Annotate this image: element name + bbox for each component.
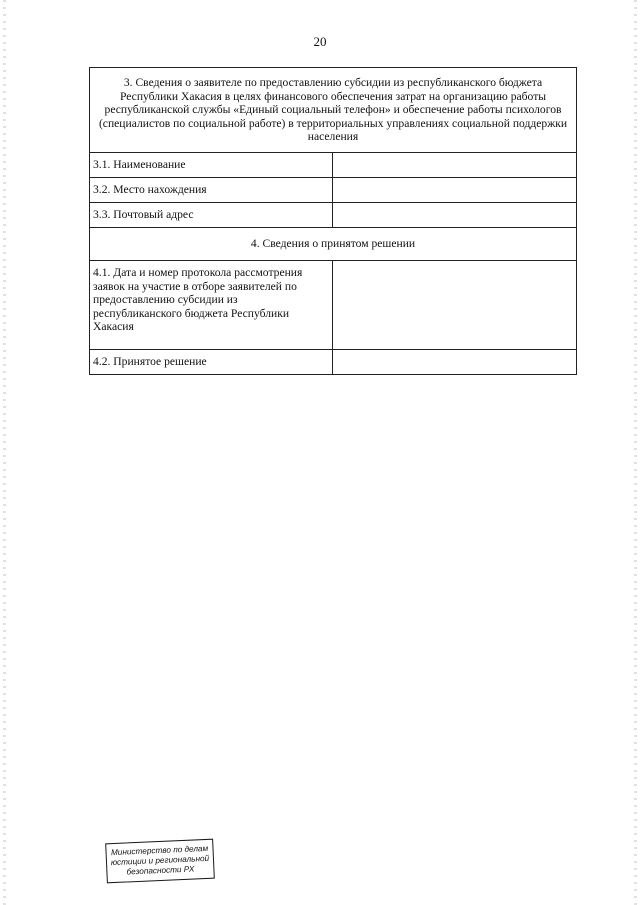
table-row [90, 178, 577, 203]
scan-edge-right [634, 0, 637, 905]
section3-heading-row [90, 68, 577, 153]
ministry-stamp [105, 839, 215, 884]
row-3-2-label: 3.2. Место нахождения [90, 178, 333, 203]
applicant-info-table [89, 67, 577, 375]
section4-heading-row [90, 228, 577, 261]
row-3-2-value [333, 178, 577, 203]
stamp-line-2: юстиции и региональной [110, 853, 210, 868]
table-row [90, 153, 577, 178]
row-4-2-value [333, 350, 577, 375]
row-3-1-label: 3.1. Наименование [90, 153, 333, 178]
page-number: 20 [313, 34, 327, 49]
scan-edge-left [3, 0, 6, 905]
row-3-3-label: 3.3. Почтовый адрес [90, 203, 333, 228]
table-row [90, 350, 577, 375]
table-row [90, 203, 577, 228]
row-4-2-label: 4.2. Принятое решение [90, 350, 333, 375]
stamp-line-1: Министерство по делам [110, 843, 209, 858]
row-4-1-label: 4.1. Дата и номер протокола рассмотрения заявок на участие в отборе заявителей по предоставлению субсидии из республиканского бюджета Республики Хакасия [90, 261, 333, 350]
section3-heading: 3. Сведения о заявителе по предоставлению субсидии из республиканского бюджета Республики Хакасия в целях финансового обеспечения затрат на организацию работы республиканской службы «Единый социальный телефон» и обеспечение работы психологов (специалистов по социальной работе) в территориальных управлениях социальной поддержки населения [90, 68, 577, 153]
section4-heading: 4. Сведения о принятом решении [90, 228, 577, 261]
row-3-1-value [333, 153, 577, 178]
row-4-1-value [333, 261, 577, 350]
table-row [90, 261, 577, 350]
stamp-line-3: безопасности РХ [126, 864, 195, 877]
row-3-3-value [333, 203, 577, 228]
